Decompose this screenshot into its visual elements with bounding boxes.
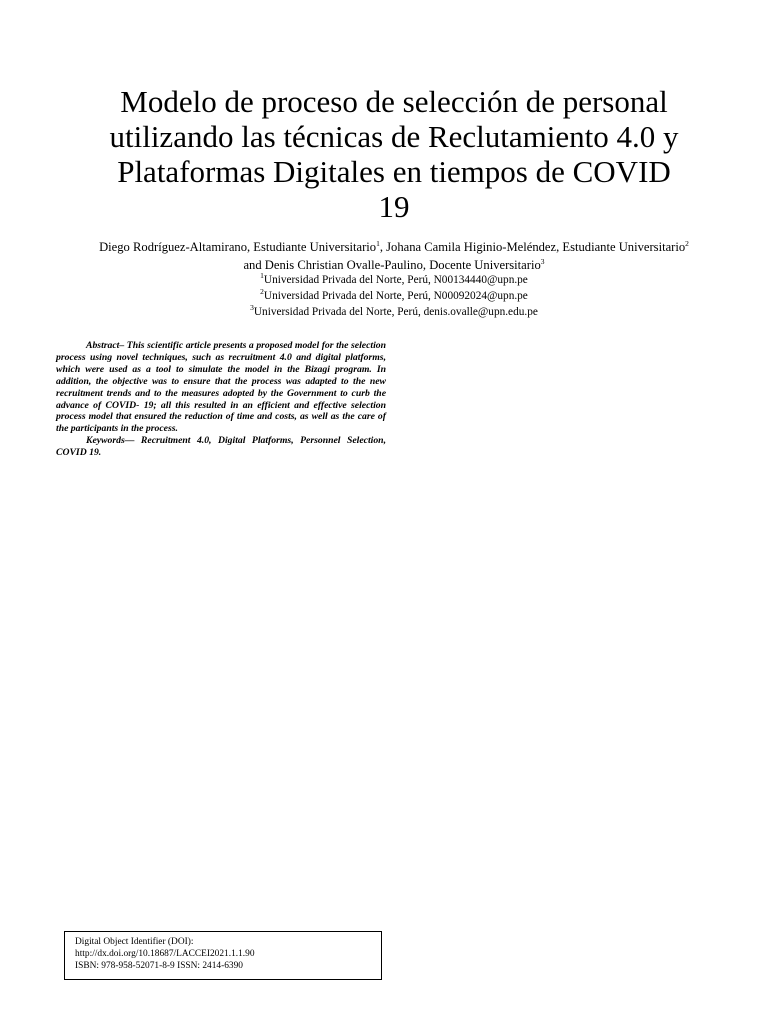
author-affiliation-marker: 3 xyxy=(540,257,545,266)
doi-link: http://dx.doi.org/10.18687/LACCEI2021.1.1.90 xyxy=(75,949,255,960)
affiliation-text: Universidad Privada del Norte, Perú, N00134440@upn.pe xyxy=(263,274,528,286)
author-name: , Johana Camila Higinio-Meléndez, Estudiante Universitario xyxy=(379,240,686,254)
keywords-paragraph xyxy=(56,435,386,459)
author-list xyxy=(40,238,748,274)
title-line: Modelo de proceso de selección de personal xyxy=(120,84,668,119)
abstract-paragraph xyxy=(56,340,386,435)
abstract-section xyxy=(56,340,386,459)
author-affiliation-marker: 2 xyxy=(685,239,689,248)
author-name: Diego Rodríguez-Altamirano, Estudiante Universitario xyxy=(99,240,377,254)
keywords-text: Recruitment 4.0, Digital Platforms, Personnel Selection, COVID 19. xyxy=(56,435,386,459)
paper-title xyxy=(84,84,704,224)
affiliation-list xyxy=(90,272,698,320)
title-line: Plataformas Digitales en tiempos de COVID xyxy=(117,154,671,189)
title-line: 19 xyxy=(378,189,410,224)
author-name: and Denis Christian Ovalle-Paulino, Docente Universitario xyxy=(243,258,541,272)
title-line: utilizando las técnicas de Reclutamiento 4.0 y xyxy=(109,119,679,154)
affiliation-marker: 1 xyxy=(260,271,264,280)
affiliation-marker: 2 xyxy=(260,287,264,296)
affiliation xyxy=(90,288,698,304)
affiliation-text: Universidad Privada del Norte, Perú, N00092024@upn.pe xyxy=(263,290,528,302)
affiliation-text: Universidad Privada del Norte, Perú, denis.ovalle@upn.edu.pe xyxy=(253,306,538,318)
author-affiliation-marker: 1 xyxy=(376,239,380,248)
keywords-label: Keywords— xyxy=(86,435,135,447)
affiliation xyxy=(90,304,698,320)
doi-label: Digital Object Identifier (DOI): xyxy=(75,937,194,947)
author-line xyxy=(40,238,748,256)
doi-box xyxy=(64,931,382,980)
affiliation xyxy=(90,272,698,288)
abstract-label: Abstract– xyxy=(86,340,125,351)
isbn-issn: ISBN: 978-958-52071-8-9 ISSN: 2414-6390 xyxy=(75,961,243,972)
affiliation-marker: 3 xyxy=(250,303,254,312)
abstract-text: This scientific article presents a proposed model for the selection process using novel techniques, such as recruitment 4.0 and digital platforms, which were used as a tool to simulate the model in the Bizagi program. In addition, the objective was to ensure that the process was adapted to the new recruitment trends and to the measures adopted by the Government to curb the advance of COVID- 19; all this resulted in an efficient and effective selection process model that ensured the reduction of time and costs, as well as the care of the participants in the process. xyxy=(56,340,386,435)
